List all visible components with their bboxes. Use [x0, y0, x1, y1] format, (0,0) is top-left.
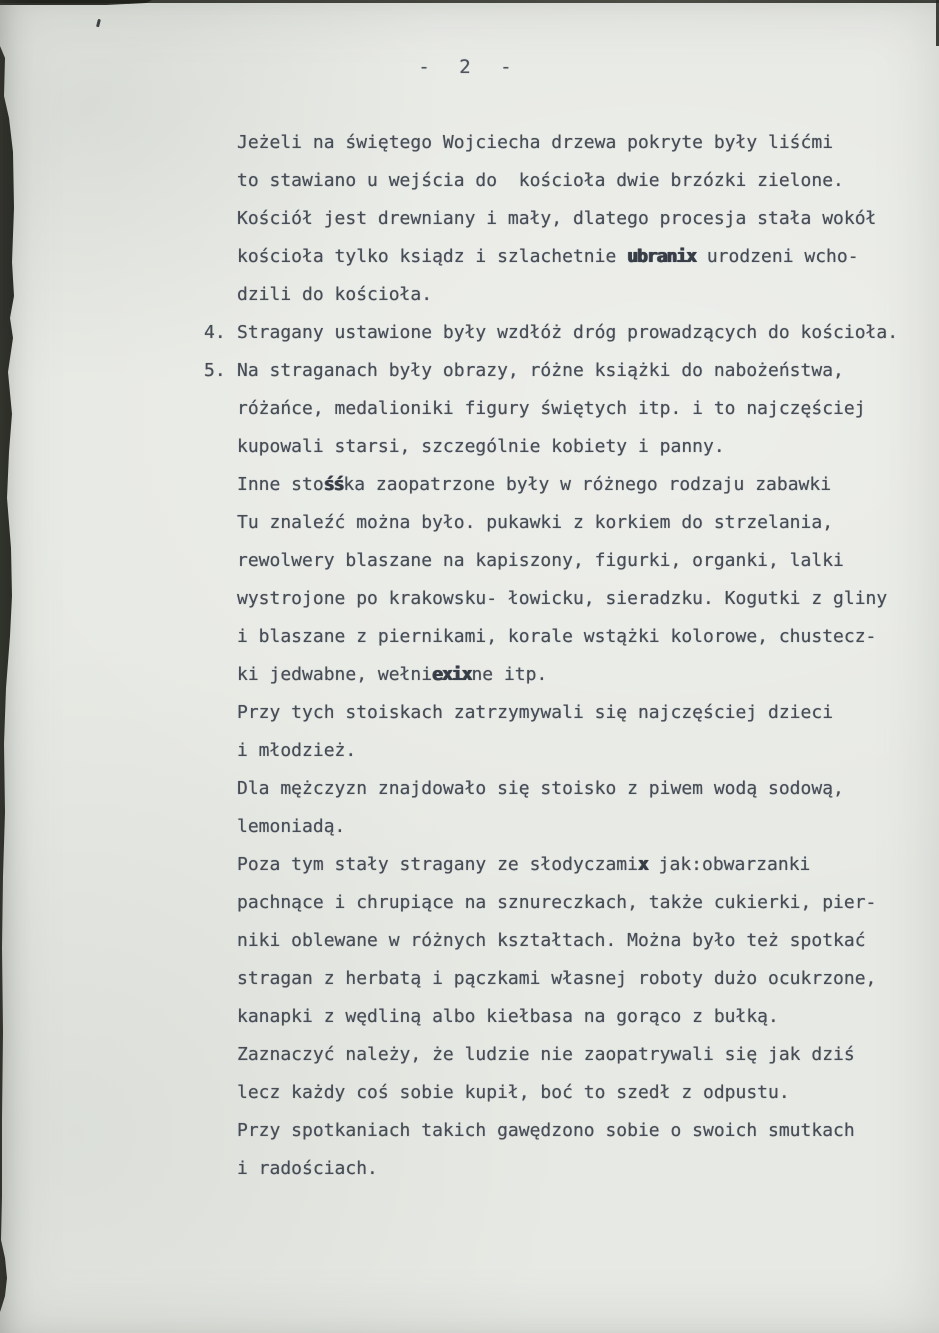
text-run: lecz każdy coś sobie kupił, boć to szedł z odpustu.	[237, 1082, 790, 1103]
overtyped-word: śś	[323, 474, 344, 495]
text-line	[237, 960, 937, 998]
text-line	[237, 542, 937, 580]
text-run: urodzeni wcho-	[696, 246, 859, 267]
text-run: Na straganach były obrazy, różne książki do nabożeństwa,	[237, 360, 844, 381]
text-run: Przy spotkaniach takich gawędzono sobie o swoich smutkach	[237, 1120, 855, 1141]
text-line	[237, 1074, 937, 1112]
scan-edge-artifact-left	[0, 0, 20, 1333]
typewritten-text	[204, 124, 937, 1188]
text-run: i radościach.	[237, 1158, 378, 1179]
text-run: wystrojone po krakowsku- łowicku, sieradzku. Kogutki z gliny	[237, 588, 888, 609]
text-line	[237, 124, 937, 162]
text-line	[237, 200, 937, 238]
text-run: kupowali starsi, szczególnie kobiety i panny.	[237, 436, 725, 457]
text-line	[237, 998, 937, 1036]
text-run: Przy tych stoiskach zatrzymywali się najczęściej dzieci	[237, 702, 834, 723]
text-line	[237, 1112, 937, 1150]
text-line	[237, 466, 937, 504]
text-run: dzili do kościoła.	[237, 284, 433, 305]
text-line	[237, 1036, 937, 1074]
text-run: i młodzież.	[237, 740, 357, 761]
text-line	[237, 618, 937, 656]
text-run: lemoniadą.	[237, 816, 346, 837]
text-line	[237, 580, 937, 618]
text-run: Stragany ustawione były wzdłóż dróg prowadzących do kościoła.	[237, 322, 899, 343]
text-run: Dla mężczyzn znajdowało się stoisko z piwem wodą sodową,	[237, 778, 844, 799]
text-run: Poza tym stały stragany ze słodyczami	[237, 854, 638, 875]
text-line	[237, 694, 937, 732]
text-run: Jeżeli na świętego Wojciecha drzewa pokryte były liśćmi	[237, 132, 834, 153]
overtyped-word: ubranix	[627, 246, 696, 267]
text-run: ne itp.	[471, 664, 548, 685]
text-line	[237, 922, 937, 960]
text-line	[237, 770, 937, 808]
text-line	[237, 504, 937, 542]
text-run: i blaszane z piernikami, korale wstążki kolorowe, chustecz-	[237, 626, 877, 647]
text-run: Tu znaleźć można było. pukawki z korkiem do strzelania,	[237, 512, 834, 533]
text-line	[237, 428, 937, 466]
text-run: Kościół jest drewniany i mały, dlatego procesja stała wokół	[237, 208, 877, 229]
text-line	[237, 1150, 937, 1188]
text-line	[237, 732, 937, 770]
text-run: kanapki z wędliną albo kiełbasa na gorąco z bułką.	[237, 1006, 779, 1027]
text-run: Zaznaczyć należy, że ludzie nie zaopatrywali się jak dziś	[237, 1044, 855, 1065]
overtyped-word: x	[637, 854, 648, 875]
ink-speck	[96, 19, 101, 27]
text-run: niki oblewane w różnych kształtach. Można było też spotkać	[237, 930, 866, 951]
text-line	[237, 846, 937, 884]
text-line	[237, 390, 937, 428]
text-run: rewolwery blaszane na kapiszony, figurki, organki, lalki	[237, 550, 844, 571]
text-run: ka zaopatrzone były w różnego rodzaju zabawki	[343, 474, 832, 495]
text-run: pachnące i chrupiące na sznureczkach, także cukierki, pier-	[237, 892, 877, 913]
list-number: 4.	[204, 322, 226, 343]
text-line	[237, 276, 937, 314]
text-run: stragan z herbatą i pączkami własnej roboty dużo ocukrzone,	[237, 968, 877, 989]
text-run: to stawiano u wejścia do kościoła dwie brzózki zielone.	[237, 170, 844, 191]
text-line	[237, 238, 937, 276]
page-number: - 2 -	[418, 56, 521, 78]
text-line	[237, 656, 937, 694]
text-run: Inne sto	[237, 474, 324, 495]
list-number: 5.	[204, 360, 226, 381]
text-line	[237, 808, 937, 846]
text-line	[204, 352, 937, 390]
text-line	[237, 162, 937, 200]
text-line	[237, 884, 937, 922]
text-run: kościoła tylko ksiądz i szlachetnie	[237, 246, 628, 267]
text-run: różańce, medalioniki figury świętych itp. i to najczęściej	[237, 398, 866, 419]
text-run: jak:obwarzanki	[647, 854, 811, 875]
text-line	[204, 314, 937, 352]
text-run: ki jedwabne, wełni	[237, 664, 433, 685]
overtyped-word: exix	[432, 664, 472, 685]
